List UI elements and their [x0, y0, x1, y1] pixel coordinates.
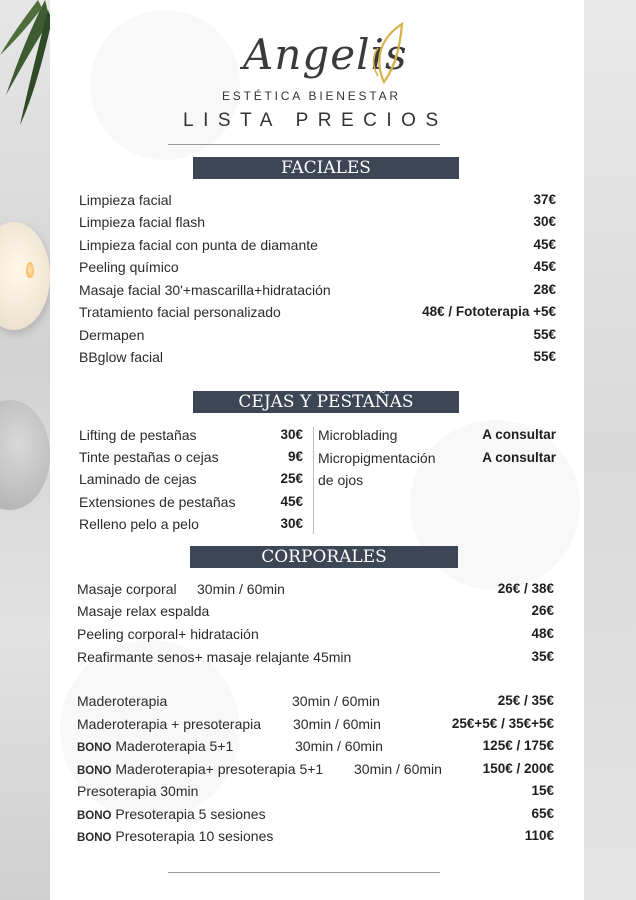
- gold-leaf-icon: [370, 20, 410, 90]
- brand-subtitle: ESTÉTICA BIENESTAR: [222, 89, 401, 103]
- service-price: 48€: [531, 626, 554, 641]
- service-name: Tinte pestañas o cejas: [79, 449, 219, 465]
- bono-label: BONO: [77, 832, 112, 844]
- service-duration: 30min / 60min: [295, 738, 383, 754]
- service-price: 9€: [287, 449, 303, 464]
- service-name: Tratamiento facial personalizado: [79, 304, 281, 320]
- service-duration: 30min / 60min: [293, 716, 381, 732]
- watermark-circle: [90, 10, 240, 160]
- service-price: 150€ / 200€: [482, 761, 554, 776]
- service-duration: 30min / 60min: [292, 693, 380, 709]
- service-price: 55€: [533, 327, 556, 342]
- service-name: Maderoterapia: [77, 693, 168, 709]
- service-name: Presoterapia 30min: [77, 783, 199, 799]
- service-name: Dermapen: [79, 327, 145, 343]
- column-divider: [313, 427, 314, 534]
- service-name: BONO Presoterapia 10 sesiones: [77, 828, 274, 844]
- background-right: [584, 0, 636, 900]
- service-name: Extensiones de pestañas: [79, 494, 236, 510]
- service-name: Masaje corporal: [77, 581, 177, 597]
- service-name: Masaje facial 30'+mascarilla+hidratación: [79, 282, 331, 298]
- header-divider: [168, 144, 440, 145]
- service-price: A consultar: [482, 427, 556, 442]
- service-price: 25€+5€ / 35€+5€: [451, 716, 554, 731]
- service-name: BONO Maderoterapia 5+1: [77, 738, 234, 754]
- service-name: Maderoterapia + presoterapia: [77, 716, 262, 732]
- bono-label: BONO: [77, 742, 112, 754]
- service-price: 30€: [533, 214, 556, 229]
- service-price: 26€ / 38€: [497, 581, 554, 596]
- service-price: 26€: [531, 603, 554, 618]
- footer-divider: [168, 872, 440, 873]
- service-price: 15€: [531, 783, 554, 798]
- service-name: BONO Presoterapia 5 sesiones: [77, 806, 266, 822]
- bono-label: BONO: [77, 765, 112, 777]
- section-banner-cejas: CEJAS Y PESTAÑAS: [193, 391, 459, 413]
- service-name: Microblading: [318, 427, 398, 443]
- service-name: BBglow facial: [79, 349, 164, 365]
- service-name: Lifting de pestañas: [79, 427, 197, 443]
- service-price: 25€: [280, 471, 303, 486]
- section-banner-faciales: FACIALES: [193, 157, 459, 179]
- service-price: 35€: [531, 649, 554, 664]
- candle-flame-icon: [26, 262, 34, 278]
- bono-label: BONO: [77, 810, 112, 822]
- service-price: 110€: [524, 828, 554, 843]
- service-price: 28€: [533, 282, 556, 297]
- service-price: 45€: [533, 259, 556, 274]
- service-name: Laminado de cejas: [79, 471, 197, 487]
- service-price: 30€: [280, 427, 303, 442]
- service-price: 65€: [531, 806, 554, 821]
- service-price: 30€: [280, 516, 303, 531]
- service-price: 45€: [533, 237, 556, 252]
- service-price: 37€: [533, 192, 556, 207]
- service-duration: 30min / 60min: [197, 581, 285, 597]
- service-price: 25€ / 35€: [497, 693, 554, 708]
- service-name: Peeling químico: [79, 259, 179, 275]
- service-price: 55€: [533, 349, 556, 364]
- page-title: LISTA PRECIOS: [183, 110, 448, 131]
- service-name-continued: de ojos: [318, 472, 364, 488]
- service-name: Relleno pelo a pelo: [79, 516, 199, 532]
- service-name: Limpieza facial con punta de diamante: [79, 237, 318, 253]
- section-banner-corporales: CORPORALES: [190, 546, 458, 568]
- service-name: Limpieza facial: [79, 192, 172, 208]
- service-price: 125€ / 175€: [482, 738, 554, 753]
- service-price: 45€: [280, 494, 303, 509]
- service-name: Micropigmentación: [318, 450, 436, 466]
- service-price: 48€ / Fototerapia +5€: [422, 304, 556, 319]
- service-name: BONO Maderoterapia+ presoterapia 5+1: [77, 761, 324, 777]
- service-price: A consultar: [482, 450, 556, 465]
- service-name: Reafirmante senos+ masaje relajante 45min: [77, 649, 352, 665]
- service-name: Masaje relax espalda: [77, 603, 210, 619]
- service-name: Peeling corporal+ hidratación: [77, 626, 259, 642]
- service-duration: 30min / 60min: [354, 761, 442, 777]
- service-name: Limpieza facial flash: [79, 214, 206, 230]
- brand-name: Angelis: [243, 30, 408, 79]
